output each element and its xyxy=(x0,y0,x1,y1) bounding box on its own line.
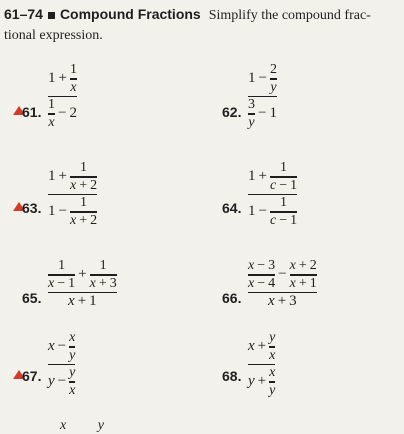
variable: x xyxy=(248,275,255,291)
operator: + xyxy=(277,293,287,309)
variable: x xyxy=(268,293,275,309)
numeral: 1 xyxy=(58,258,66,273)
variable: x xyxy=(289,275,296,291)
problem-number: 65. xyxy=(22,290,42,306)
numeral: 1 xyxy=(48,97,55,112)
operator: + xyxy=(98,275,107,291)
operator: − xyxy=(258,70,267,87)
numeral: 1 xyxy=(69,62,77,77)
problem-number: 62. xyxy=(222,104,242,120)
operator: − xyxy=(278,266,287,283)
numeral: 2 xyxy=(90,212,98,228)
numeral: 1 xyxy=(48,203,56,220)
operator: + xyxy=(79,177,88,193)
numeral: 1 xyxy=(48,70,56,87)
variable: x xyxy=(70,79,77,95)
variable: x xyxy=(69,212,77,228)
variable: x xyxy=(248,338,255,355)
variable: x xyxy=(48,275,55,291)
instruction-text: Simplify the compound frac- xyxy=(208,8,371,23)
variable: x xyxy=(68,293,75,309)
instruction-text-cont: tional expression. xyxy=(4,28,103,43)
variable: x xyxy=(48,114,55,130)
operator: − xyxy=(258,203,267,220)
operator: + xyxy=(298,258,307,273)
variable: y xyxy=(248,114,255,130)
numeral: 1 xyxy=(290,177,298,193)
numeral: 2 xyxy=(69,105,77,122)
operator: + xyxy=(258,168,267,185)
numeral: 1 xyxy=(80,195,88,210)
exercise-range: 61–74 xyxy=(4,6,43,22)
problem-number: 66. xyxy=(222,290,242,306)
numeral: 1 xyxy=(80,160,88,175)
numeral: 1 xyxy=(280,160,288,175)
variable: c xyxy=(269,212,277,228)
numeral: 1 xyxy=(269,105,277,122)
operator: + xyxy=(78,266,87,283)
numeral: 3 xyxy=(289,293,297,309)
variable: x xyxy=(289,258,296,273)
operator: − xyxy=(57,338,67,355)
square-bullet-icon xyxy=(48,12,55,19)
numeral: 1 xyxy=(68,275,76,291)
variable: y xyxy=(270,79,277,95)
variable: y xyxy=(48,373,55,390)
numeral: 3 xyxy=(248,97,255,112)
operator: − xyxy=(57,373,67,390)
cropped-next-problem: x y xyxy=(60,418,118,433)
operator: + xyxy=(58,70,67,87)
numeral: 1 xyxy=(309,275,317,291)
operator: + xyxy=(79,212,88,228)
variable: y xyxy=(269,330,276,345)
operator: + xyxy=(58,168,67,185)
variable: y xyxy=(69,347,76,363)
operator: + xyxy=(77,293,87,309)
variable: x xyxy=(69,177,77,193)
numeral: 1 xyxy=(248,203,256,220)
section-topic: Compound Fractions xyxy=(59,6,201,22)
operator: − xyxy=(279,177,288,193)
problem-number: 67. xyxy=(22,368,42,384)
operator: + xyxy=(257,373,267,390)
operator: − xyxy=(257,258,266,273)
variable: x xyxy=(269,347,276,363)
variable: y xyxy=(269,382,276,398)
numeral: 1 xyxy=(290,212,298,228)
operator: + xyxy=(257,338,267,355)
operator: − xyxy=(57,275,66,291)
operator: − xyxy=(58,105,67,122)
problem-number: 64. xyxy=(222,200,242,216)
operator: + xyxy=(298,275,307,291)
variable: x xyxy=(248,258,255,273)
numeral: 1 xyxy=(248,168,256,185)
numeral: 1 xyxy=(248,70,256,87)
variable: x xyxy=(69,330,76,345)
variable: y xyxy=(69,365,76,380)
problem-number: 63. xyxy=(22,200,42,216)
operator: − xyxy=(279,212,288,228)
operator: − xyxy=(257,275,266,291)
variable: x xyxy=(269,365,276,380)
section-header xyxy=(4,4,404,46)
operator: − xyxy=(258,105,267,122)
numeral: 3 xyxy=(109,275,117,291)
problem-number: 61. xyxy=(22,104,42,120)
operator: − xyxy=(58,203,67,220)
numeral: 1 xyxy=(89,293,97,309)
numeral: 3 xyxy=(268,258,276,273)
numeral: 1 xyxy=(99,258,107,273)
variable: x xyxy=(48,338,55,355)
numeral: 2 xyxy=(269,62,277,77)
variable: y xyxy=(248,373,255,390)
variable: x xyxy=(89,275,96,291)
numeral: 1 xyxy=(48,168,56,185)
variable: c xyxy=(269,177,277,193)
numeral: 1 xyxy=(280,195,288,210)
variable: x xyxy=(69,382,76,398)
numeral: 2 xyxy=(309,258,317,273)
numeral: 2 xyxy=(90,177,98,193)
numeral: 4 xyxy=(268,275,276,291)
problem-number: 68. xyxy=(222,368,242,384)
